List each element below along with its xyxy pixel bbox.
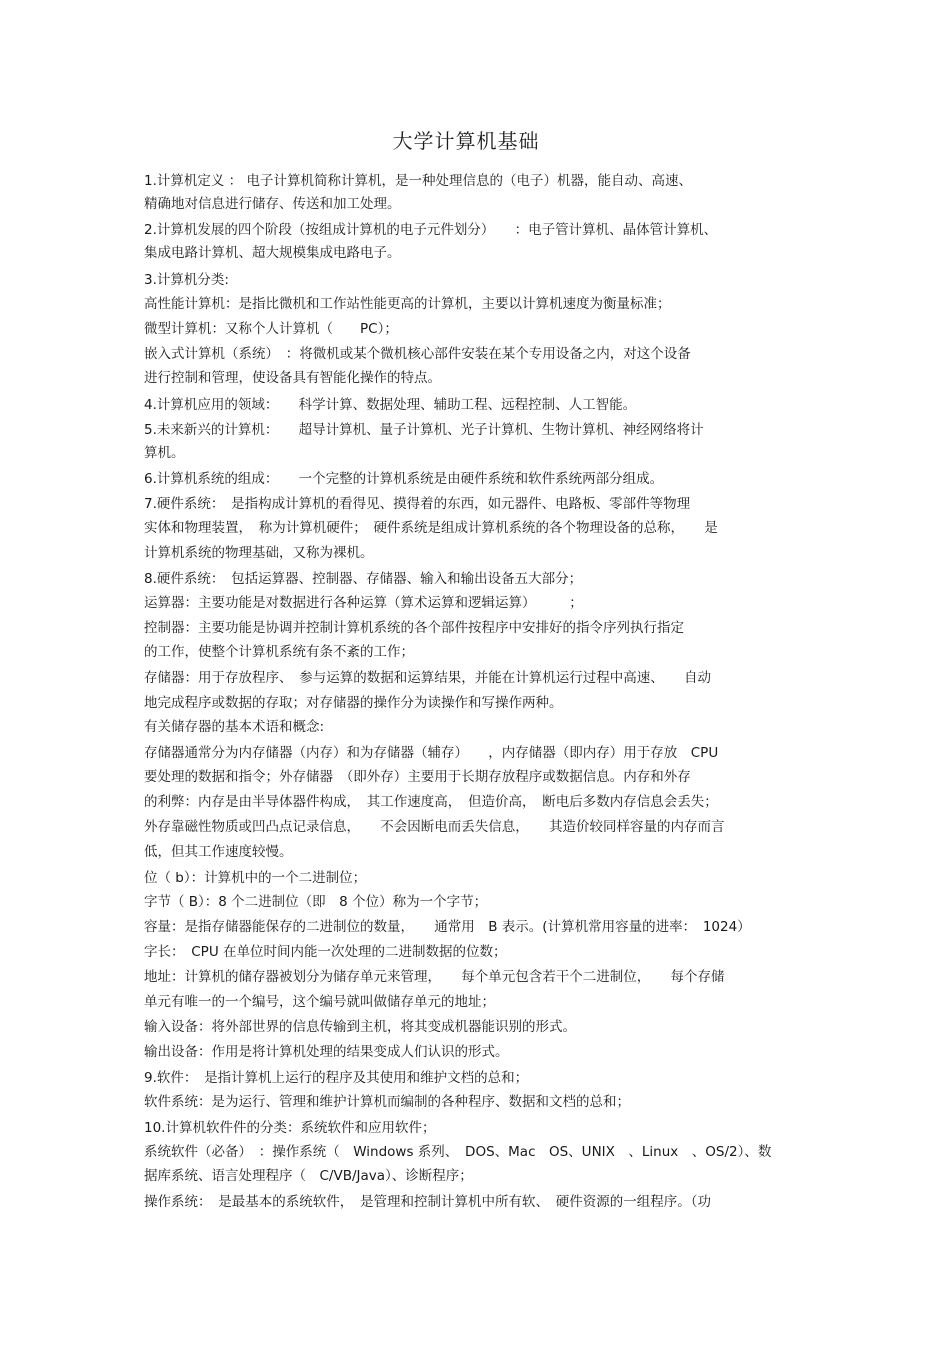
- text-line-29: 位（ b）：计算机中的一个二进制位；: [144, 870, 367, 886]
- text-line-34: 单元有唯一的一个编号，这个编号就叫做储存单元的地址；: [144, 994, 495, 1010]
- text-line-4: 集成电路计算机、超大规模集成电路电子。: [144, 245, 401, 261]
- text-line-15: 实体和物理装置， 称为计算机硬件； 硬件系统是组成计算机系统的各个物理设备的总称， 是: [144, 520, 718, 536]
- text-line-21: 存储器：用于存放程序、 参与运算的数据和运算结果，并能在计算机运行过程中高速、 自动: [144, 670, 711, 686]
- text-line-26: 的利弊：内存是由半导体器件构成， 其工作速度高， 但造价高， 断电后多数内存信息会丢失；: [144, 794, 718, 810]
- text-line-28: 低，但其工作速度较慢。: [144, 844, 293, 860]
- text-line-31: 容量：是指存储器能保存的二进制位的数量， 通常用 B 表示。(计算机常用容量的进率： 1024）: [144, 919, 751, 935]
- text-line-40: 系统软件（必备） ：操作系统（ Windows 系列、 DOS、Mac OS、UNIX 、Linux 、OS/2）、数: [144, 1144, 772, 1160]
- text-line-11: 5.未来新兴的计算机： 超导计算机、量子计算机、光子计算机、生物计算机、神经网络将计: [144, 422, 704, 438]
- text-line-36: 输出设备：作用是将计算机处理的结果变成人们认识的形式。: [144, 1044, 509, 1060]
- text-line-38: 软件系统：是为运行、管理和维护计算机而编制的各种程序、数据和文档的总和；: [144, 1094, 630, 1110]
- text-line-19: 控制器：主要功能是协调并控制计算机系统的各个部件按程序中安排好的指令序列执行指定: [144, 620, 684, 636]
- text-line-25: 要处理的数据和指令；外存储器 （即外存）主要用于长期存放程序或数据信息。内存和外存: [144, 769, 691, 785]
- text-line-8: 嵌入式计算机（系统） ：将微机或某个微机核心部件安装在某个专用设备之内，对这个设备: [144, 346, 691, 362]
- text-line-3: 2.计算机发展的四个阶段（按组成计算机的电子元件划分） ：电子管计算机、晶体管计算机、: [144, 222, 718, 238]
- text-line-33: 地址：计算机的储存器被划分为储存单元来管理， 每个单元包含若干个二进制位， 每个存储: [144, 969, 725, 985]
- text-line-6: 高性能计算机：是指比微机和工作站性能更高的计算机，主要以计算机速度为衡量标准；: [144, 296, 671, 312]
- text-line-9: 进行控制和管理，使设备具有智能化操作的特点。: [144, 370, 441, 386]
- text-line-35: 输入设备：将外部世界的信息传输到主机，将其变成机器能识别的形式。: [144, 1019, 576, 1035]
- text-line-16: 计算机系统的物理基础，又称为裸机。: [144, 545, 374, 561]
- text-line-22: 地完成程序或数据的存取；对存储器的操作分为读操作和写操作两种。: [144, 695, 563, 711]
- text-line-10: 4.计算机应用的领域： 科学计算、数据处理、辅助工程、远程控制、人工智能。: [144, 397, 637, 413]
- text-line-30: 字节（ B）：8 个二进制位（即 8 个位）称为一个字节；: [144, 894, 488, 910]
- text-line-14: 7.硬件系统： 是指构成计算机的看得见、摸得着的东西，如元器件、电路板、零部件等物理: [144, 496, 691, 512]
- text-line-12: 算机。: [144, 445, 185, 461]
- page-title: 大学计算机基础: [392, 129, 540, 153]
- text-line-41: 据库系统、语言处理程序（ C/VB/Java）、诊断程序；: [144, 1168, 473, 1184]
- text-line-18: 运算器：主要功能是对数据进行各种运算（算术运算和逻辑运算） ；: [144, 595, 583, 611]
- text-line-23: 有关储存器的基本术语和概念:: [144, 719, 325, 735]
- text-line-17: 8.硬件系统： 包括运算器、控制器、存储器、输入和输出设备五大部分；: [144, 571, 583, 587]
- text-line-24: 存储器通常分为内存储器（内存）和为存储器（辅存） ，内存储器（即内存）用于存放 CPU: [144, 745, 719, 761]
- text-line-2: 精确地对信息进行储存、传送和加工处理。: [144, 196, 401, 212]
- text-line-7: 微型计算机：又称个人计算机（ PC）；: [144, 321, 398, 337]
- text-line-27: 外存靠磁性物质或凹凸点记录信息， 不会因断电而丢失信息， 其造价较同样容量的内存而言: [144, 819, 725, 835]
- text-line-20: 的工作，使整个计算机系统有条不紊的工作；: [144, 644, 414, 660]
- text-line-37: 9.软件： 是指计算机上运行的程序及其使用和维护文档的总和；: [144, 1070, 529, 1086]
- text-line-1: 1.计算机定义 ： 电子计算机简称计算机，是一种处理信息的（电子）机器，能自动、高速、: [144, 173, 692, 189]
- text-line-32: 字长： CPU 在单位时间内能一次处理的二进制数据的位数；: [144, 944, 507, 960]
- text-line-5: 3.计算机分类:: [144, 272, 229, 288]
- text-line-39: 10.计算机软件件的分类：系统软件和应用软件；: [144, 1120, 436, 1136]
- text-line-42: 操作系统： 是最基本的系统软件， 是管理和控制计算机中所有软、 硬件资源的一组程序。（功: [144, 1194, 711, 1210]
- text-line-13: 6.计算机系统的组成： 一个完整的计算机系统是由硬件系统和软件系统两部分组成。: [144, 471, 664, 487]
